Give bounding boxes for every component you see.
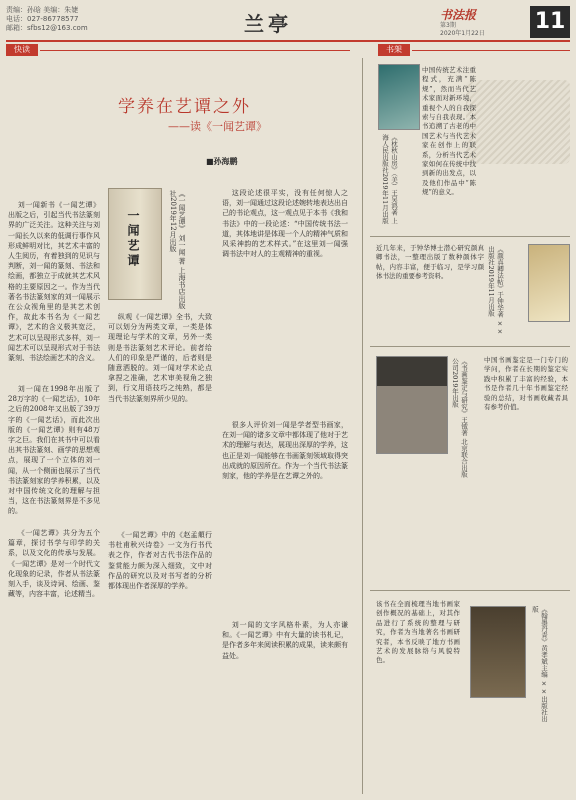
email-line: 邮箱：sfbs12@163.com [6,24,88,32]
article-column-6: 这段论述很平实，没有任何惊人之语，刘一闻通过这段论述婉转地表达出自己的书论观点，这一观点见于本书《我和书法》中的一段论述：“中国传统书法一道，其体地讲是体现一个人的精神气质和风采神韵的艺术样式。”在这里刘一闻强调书法中对人的主观精神的重视。 [222,189,348,259]
section-tag-quickread: 快读 [6,44,38,56]
article-column-2: 刘一闻在1998年出版了28万字的《一闻艺话》，10年之后的2008年又出版了39万字的《一闻艺话》，而此次出版的《一闻艺谭》则有48万字之巨。我们在其书中可以看出其书法篆刻、画学的思想观点，展现了一个立体的刘一闻，从一个侧面也展示了当代书法篆刻家的学养积累，以及对中国传统文化的理解与担当，这在书法篆刻界是不多见的。 [8,385,100,516]
book-cover-1 [378,64,420,130]
book-cover-image [108,188,162,300]
book-cover-title: 一闻艺谭 [126,209,140,269]
page-number: 11 [530,6,570,38]
book-cover-2 [528,244,570,322]
article-column-5: 《一闻艺谭》中的《赵孟頫行书杜甫秋兴诗卷》一文为行书代表之作，作者对古代书法作品的鉴赏能力颇为深入细致，文中对作品的研究以及对书写者的分析都体现出作者深厚的学养。 [108,531,212,591]
section-line-right [412,50,570,51]
book-caption: 《一闻艺谭》 刘一闻 著 上海书店出版社2019年12月出版 [169,190,186,309]
book-cover-3 [376,356,448,454]
article-title: 学养在艺谭之外 [118,97,251,117]
book2-description: 近几年来，于钟华博士潜心研究颜真卿书法，一整理出版了数种颜体字帖，内容丰富，便于临习，是学习颜体书法的重要参考资料。 [376,244,484,281]
newspaper-logo: 书法报 [440,8,477,22]
editor-line: 责编：孙晗 美编：朱婕 [6,6,79,14]
illustration-sketch [466,80,570,164]
right-divider-1 [370,236,570,237]
article-subtitle: ——读《一闻艺谭》 [168,120,267,133]
masthead-info [6,6,88,33]
book2-caption: 《颜真卿法帖》于钟华著 ××出版社2019年11月出版 [487,246,504,336]
right-divider-2 [370,346,570,347]
right-divider-3 [370,590,570,591]
issue-info [440,22,485,38]
phone-line: 电话：027-86778577 [6,15,79,23]
article-column-7: 很多人评价刘一闻是学者型书画家，在刘一闻的诸多文章中都体现了他对于艺术的理解与表达，展现出深厚的学养，这也正是刘一闻能够在书画篆刻领域取得突出成就的原因所在。作为一个当代书法篆刻家，他的学养是在艺谭之外的。 [222,421,348,481]
article-column-3: 《一闻艺谭》共分为五个篇章，探讨书学与印学的关系，以及文化的传承与发展。《一闻艺谭》是对一个时代文化现象的记录，作者从书法篆刻入手，谈及诗词、绘画、鉴藏等，内容丰富，论述精当。 [8,529,100,599]
issue-date: 2020年1月22日 [440,30,485,37]
article-column-8: 刘一闻的文字风格朴素，为人亦谦和。《一闻艺谭》中有大量的读书札记，是作者多年来阅读积累的成果，读来颇有益处。 [222,621,348,660]
article-column-4: 纵观《一闻艺谭》全书，大致可以划分为两类文章，一类是体现理论与学术的文章，另外一类则是书法篆刻艺术评论。前者给人们的印象是严谨的，后者则是随意洒脱的。刘一闻对学术论点拿捏之准确，艺术审美视角之独到，行文用语技巧之纯熟，都是当代书法篆刻界所少见的。 [108,313,212,403]
column-divider [362,58,363,794]
book1-caption: 《枕秋山房》（美）王吴鸿著 上海人民出版社2019年11月出版 [381,134,398,224]
article-column-1: 刘一闻新书《一闻艺谭》出版之后，引起当代书法篆刻界的广泛关注。这种关注与刘一闻长久以来的低调行事作风形成鲜明对比，其艺术丰富的人生阅历，有着独到的见识与判断，刘一闻的篆刻、书法和绘画，都独立于成就其艺术风格的主要原因之一。作为当代著名书法篆刻家的刘一闻展示在公众视角里的是其艺术创作，故此本书名为《一闻艺谭》，艺术的含义极其宽泛，艺术可以呈现形式多样，刘一闻艺术可以呈现形式对于书法篆刻、书法绘画艺术的含义。 [8,201,100,363]
issue-number: 第3期 [440,22,456,29]
page-section-title: 兰亭 [244,12,292,36]
book4-description: 该书在全面梳理当地书画家创作概况的基础上，对其作品进行了系统的整理与研究，作者为当地著名书画研究者，本书反映了地方书画艺术的发展脉络与风貌特色。 [376,600,460,665]
book3-description: 中国书画鉴定是一门专门的学问，作者在长期的鉴定实践中积累了丰富的经验，本书是作者几十年书画鉴定经验的总结，对书画收藏者具有参考价值。 [484,356,568,412]
section-line-left [40,50,350,51]
book-cover-4 [470,606,526,698]
section-tag-bookshelf: 书架 [378,44,410,56]
header-rule [6,40,570,42]
book4-caption: 《翰墨丹青》黄孝斌主编 ××出版社出版 [531,606,548,722]
article-author: ■孙海鹏 [206,156,238,166]
book1-description: 中国传统艺术注重程式，充满“陈规”，然而当代艺术家面对新环境，重视个人的自我探索与自我表现。本书追溯了古老的中国艺术与当代艺术家在创作上的联系，分析当代艺术家如何在传统中找到新的出发点，以及他们作品中“陈规”的意义。 [422,66,476,197]
book3-caption: 《书画鉴定与研究》王钺著 北京联合出版公司2019年出版 [451,358,468,478]
